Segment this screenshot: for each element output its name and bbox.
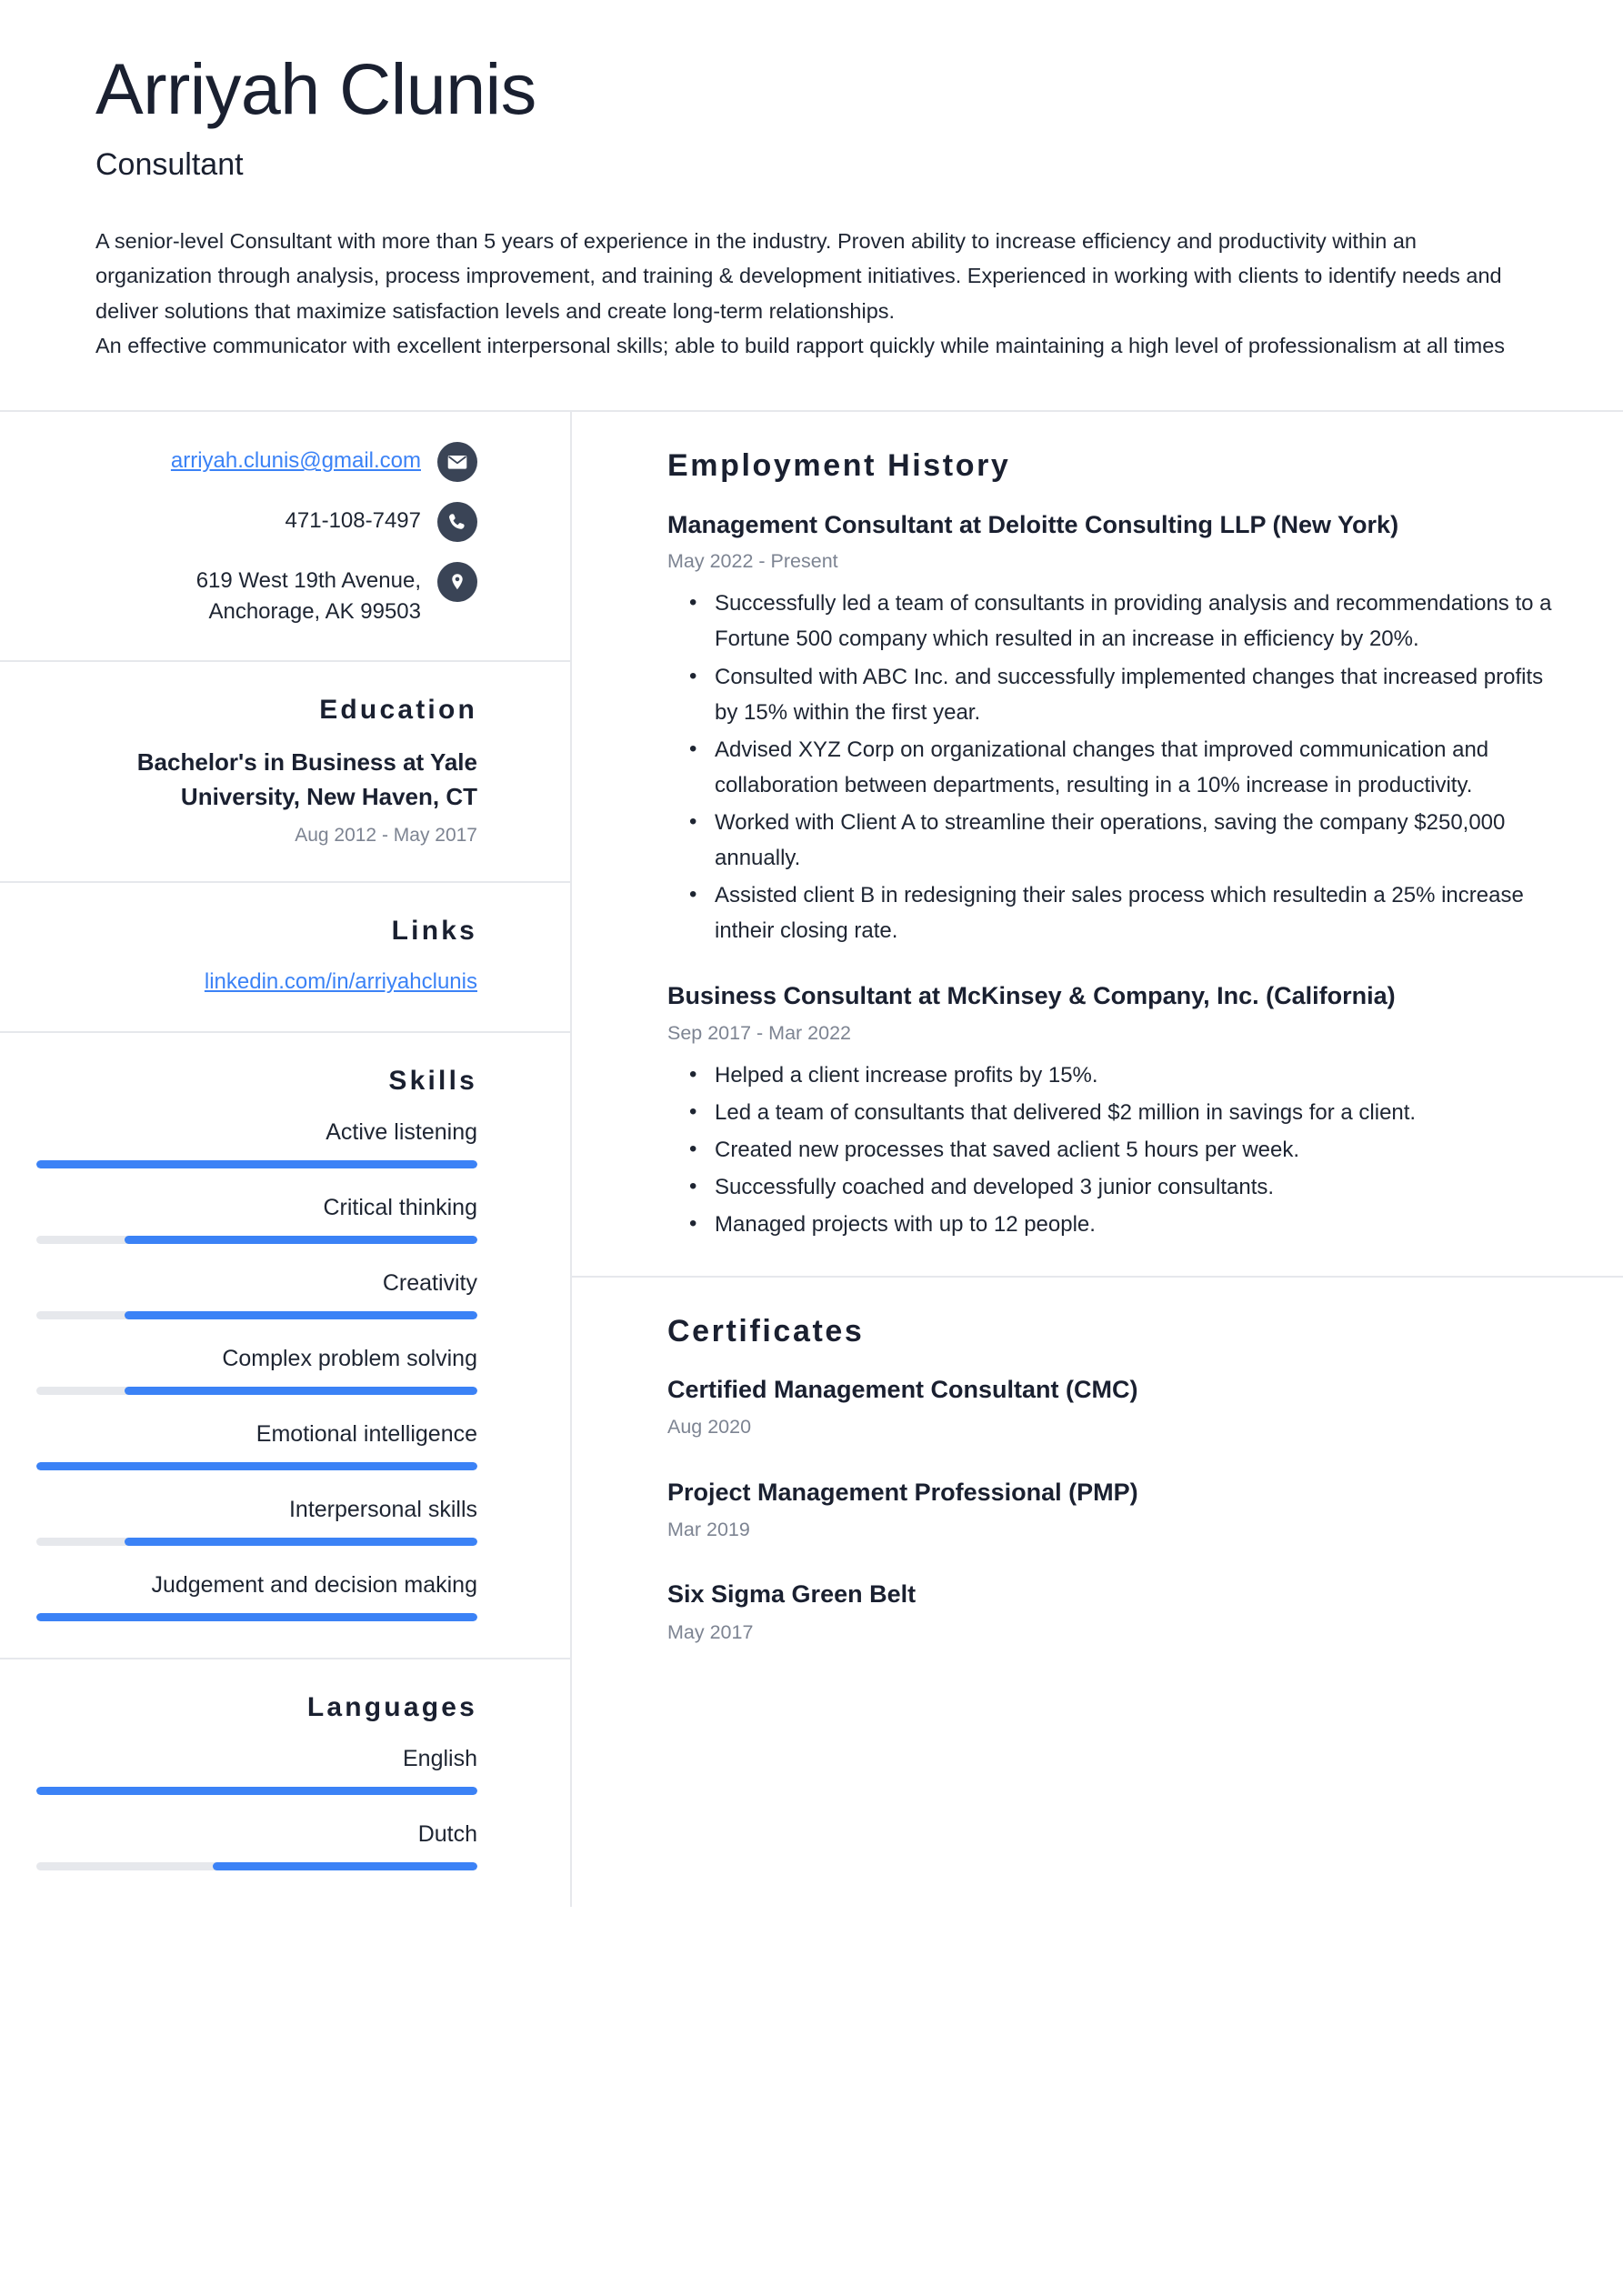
bullet-item: • Created new processes that saved aclient 5 hours per week. — [715, 1132, 1568, 1168]
language-item — [36, 1819, 477, 1870]
skill-bar-track — [36, 1538, 477, 1546]
employment-bullets — [667, 586, 1568, 948]
sidebar — [0, 412, 572, 1907]
skill-bar-fill — [125, 1387, 477, 1395]
contact-row-address — [36, 562, 477, 627]
contact-block — [0, 412, 570, 660]
certificate-date: May 2017 — [667, 1620, 754, 1643]
bullet-item: • Successfully coached and developed 3 junior consultants. — [715, 1169, 1568, 1205]
skill-item — [36, 1419, 477, 1470]
language-bar-fill — [36, 1787, 477, 1795]
employment-block — [572, 412, 1623, 1275]
contact-row-email[interactable] — [36, 442, 477, 482]
languages-heading: Languages — [306, 1692, 477, 1723]
skill-bar-fill — [36, 1613, 477, 1621]
skill-label: Creativity — [382, 1270, 477, 1297]
skill-bar-fill — [125, 1538, 477, 1546]
professional-summary — [95, 224, 1528, 363]
skill-item — [36, 1343, 477, 1395]
page-title: Arriyah Clunis — [95, 48, 536, 129]
education-title: Bachelor's in Business at Yale University, New Haven, CT — [136, 748, 477, 811]
bullet-item: • Successfully led a team of consultants in providing analysis and recommendations to a Fortune 500 company which resulted in an increase in efficiency by 20%. — [715, 586, 1568, 657]
map-pin-icon — [437, 562, 477, 602]
bullet-item: • Led a team of consultants that delivered $2 million in savings for a client. — [715, 1095, 1568, 1130]
address-line-2: Anchorage, AK 99503 — [208, 599, 421, 625]
certificate-entry — [667, 1476, 1568, 1544]
certificate-date: Aug 2020 — [667, 1416, 752, 1439]
employment-bullets — [667, 1058, 1568, 1243]
education-date: Aug 2012 - May 2017 — [295, 824, 477, 846]
certificates-heading: Certificates — [667, 1313, 865, 1349]
employment-entry — [667, 979, 1568, 1242]
bullet-item: • Consulted with ABC Inc. and successfully implemented changes that increased profits by 15% within the first year. — [715, 659, 1568, 730]
skill-bar-fill — [125, 1311, 477, 1319]
skill-bar-track — [36, 1160, 477, 1168]
email-link[interactable]: arriyah.clunis@gmail.com — [170, 448, 421, 474]
language-bar-track — [36, 1787, 477, 1795]
bullet-item: • Helped a client increase profits by 15%. — [715, 1058, 1568, 1093]
employment-entry — [667, 508, 1568, 949]
bullet-item: • Assisted client B in redesigning their sales process which resultedin a 25% increase intheir closing rate. — [715, 877, 1568, 948]
skill-bar-track — [36, 1462, 477, 1470]
language-label: Dutch — [417, 1821, 477, 1848]
contact-row-phone — [36, 502, 477, 542]
skill-item — [36, 1192, 477, 1244]
bullet-item: • Worked with Client A to streamline their operations, saving the company $250,000 annually. — [715, 805, 1568, 876]
phone-number: 471-108-7497 — [285, 508, 421, 534]
skill-label: Judgement and decision making — [151, 1572, 477, 1599]
employment-date: Sep 2017 - Mar 2022 — [667, 1021, 851, 1044]
language-bar-fill — [213, 1862, 477, 1870]
education-block — [0, 662, 570, 881]
skill-bar-track — [36, 1236, 477, 1244]
skill-bar-track — [36, 1387, 477, 1395]
bullet-item: • Advised XYZ Corp on organizational changes that improved communication and collaboration between departments, resulting in a 10% increase in productivity. — [715, 732, 1568, 803]
skill-label: Complex problem solving — [222, 1346, 477, 1372]
skill-item — [36, 1268, 477, 1319]
language-bar-track — [36, 1862, 477, 1870]
education-entry — [36, 746, 477, 848]
employment-date: May 2022 - Present — [667, 550, 838, 573]
certificate-entry — [667, 1578, 1568, 1646]
address-line-1: 619 West 19th Avenue, — [195, 568, 421, 594]
employment-title: Management Consultant at Deloitte Consulting LLP (New York) — [667, 510, 1399, 538]
education-heading: Education — [319, 695, 477, 726]
certificate-title: Certified Management Consultant (CMC) — [667, 1376, 1138, 1403]
skill-bar-track — [36, 1613, 477, 1621]
skill-item — [36, 1494, 477, 1546]
main-column — [572, 412, 1623, 1907]
skill-label: Active listening — [326, 1119, 477, 1146]
skill-label: Critical thinking — [323, 1195, 477, 1221]
skill-bar-fill — [36, 1462, 477, 1470]
envelope-icon — [437, 442, 477, 482]
bullet-item: • Managed projects with up to 12 people. — [715, 1207, 1568, 1242]
summary-paragraph-1: A senior-level Consultant with more than 5 years of experience in the industry. Proven ability to increase efficiency and productivity within an organization through analysis, process improvement, and training & development initiatives. Experienced in working with clients to identify needs and deliver solutions that maximize satisfaction levels and create long-term relationships. — [95, 229, 1502, 323]
address — [196, 562, 421, 627]
summary-paragraph-2: An effective communicator with excellent interpersonal skills; able to build rapport quickly while maintaining a high level of professionalism at all times — [95, 334, 1506, 357]
certificate-title: Project Management Professional (PMP) — [667, 1478, 1138, 1506]
employment-heading: Employment History — [667, 448, 1011, 484]
skill-bar-fill — [36, 1160, 477, 1168]
skill-bar-track — [36, 1311, 477, 1319]
certificate-date: Mar 2019 — [667, 1518, 750, 1540]
language-item — [36, 1743, 477, 1795]
skill-bar-fill — [125, 1236, 477, 1244]
links-heading: Links — [391, 916, 477, 947]
links-block — [0, 883, 570, 1031]
language-label: English — [403, 1746, 477, 1772]
resume-header — [0, 0, 1623, 363]
linkedin-link[interactable]: linkedin.com/in/arriyahclunis — [204, 969, 477, 995]
skills-heading: Skills — [388, 1066, 477, 1097]
skill-item — [36, 1117, 477, 1168]
skill-label: Emotional intelligence — [255, 1421, 477, 1448]
skills-block — [0, 1033, 570, 1658]
skill-label: Interpersonal skills — [288, 1497, 477, 1523]
job-title: Consultant — [95, 147, 244, 183]
languages-block — [0, 1659, 570, 1907]
certificates-block — [572, 1278, 1623, 1677]
phone-icon — [437, 502, 477, 542]
certificate-title: Six Sigma Green Belt — [667, 1580, 917, 1609]
certificate-entry — [667, 1373, 1568, 1441]
skill-item — [36, 1569, 477, 1621]
employment-title: Business Consultant at McKinsey & Company, Inc. (California) — [667, 982, 1396, 1010]
resume-body — [0, 412, 1623, 1907]
